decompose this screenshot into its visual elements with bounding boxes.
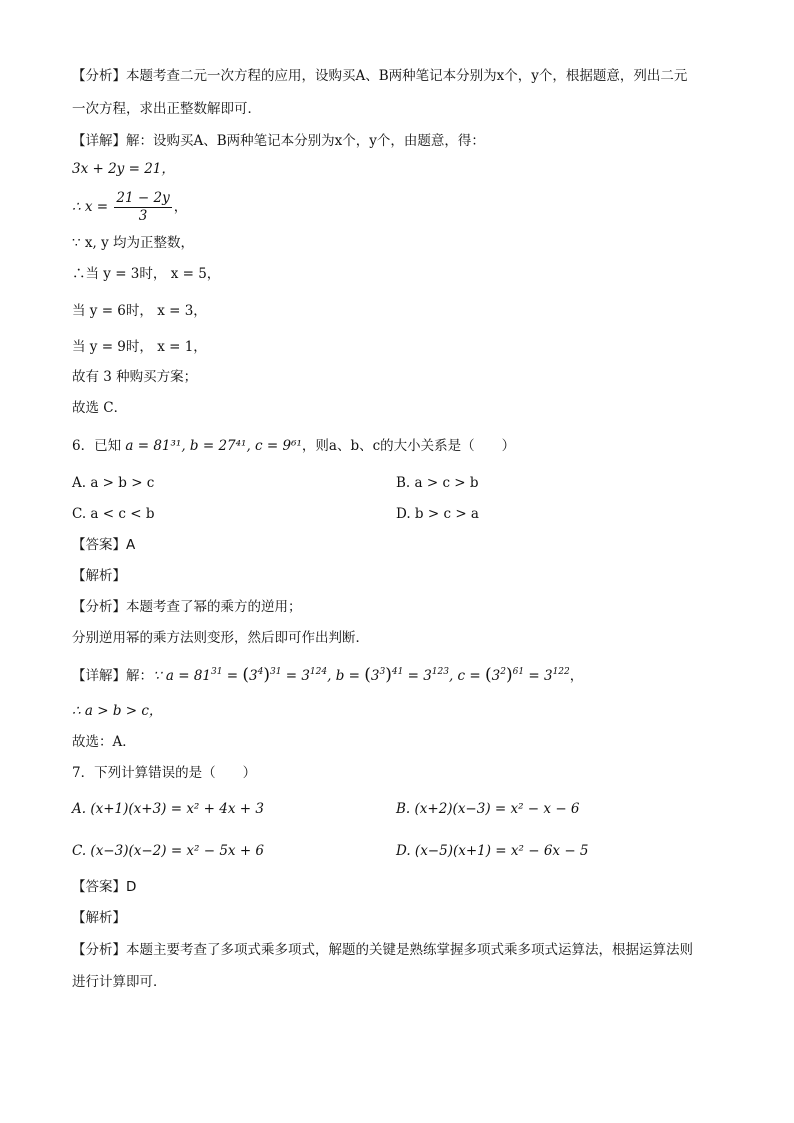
q7-analysis-line2: 进行计算即可． — [72, 974, 167, 990]
q6-stem: 6．已知 a = 81³¹, b = 27⁴¹, c = 9⁶¹，则a、b、c的大小关系是（ ） — [72, 438, 516, 454]
q7-jiexi: 【解析】 — [72, 910, 126, 926]
q5-analysis-line2: 一次方程，求出正整数解即可． — [72, 101, 261, 117]
q5-analysis-line1: 【分析】本题考查二元一次方程的应用，设购买A、B两种笔记本分别为x个，y个，根据题意，列出二元 — [72, 68, 688, 84]
q6-detail: 【详解】解：∵ $a = 81^{31} = (3^4)^{31} = 3^{124}$, $b = (3^3)^{41} = 3^{123}$, $c = (3^2)^{61} = 3^{122}$， — [72, 665, 584, 685]
q5-equation-3: ∵ x, y 均为正整数， — [72, 235, 194, 251]
q5-equation-2: ∴ x = $\frac{21 - 2y}{3}$ ， — [72, 190, 188, 224]
q5-detail-line: 【详解】解：设购买A、B两种笔记本分别为x个，y个，由题意，得： — [72, 133, 485, 149]
q5-equation-1: 3x + 2y = 21， — [72, 161, 175, 177]
q5-conclusion: 故有 3 种购买方案； — [72, 369, 198, 385]
q5-equation-6: 当 y = 9时， x = 1， — [72, 339, 207, 355]
q6-select: 故选：A． — [72, 734, 136, 750]
q6-analysis: 【分析】本题考查了幂的乘方的逆用； — [72, 599, 302, 615]
q7-stem: 7．下列计算错误的是（ ） — [72, 765, 257, 781]
q6-jiexi: 【解析】 — [72, 568, 126, 584]
q7-option-c: C. (x−3)(x−2) = x² − 5x + 6 — [72, 843, 265, 859]
q7-option-a: A. (x+1)(x+3) = x² + 4x + 3 — [72, 801, 264, 817]
q7-answer: 【答案】D — [72, 879, 137, 895]
q7-analysis-line1: 【分析】本题主要考查了多项式乘多项式，解题的关键是熟练掌握多项式乘多项式运算法，根据运算法则 — [72, 942, 693, 958]
q5-equation-5: 当 y = 6时， x = 3， — [72, 303, 207, 319]
q5-select: 故选 C． — [72, 400, 128, 416]
q6-option-b: B. a > c > b — [396, 475, 479, 491]
q5-equation-4: ∴当 y = 3时， x = 5， — [72, 266, 221, 282]
q6-option-a: A. a > b > c — [72, 475, 155, 491]
q6-analysis-line2: 分别逆用幂的乘方法则变形，然后即可作出判断． — [72, 630, 369, 646]
q7-option-b: B. (x+2)(x−3) = x² − x − 6 — [396, 801, 580, 817]
q6-conclusion: ∴ a > b > c， — [72, 703, 163, 719]
q6-detail-math: ∵ $a = 81^{31} = (3^4)^{31} = 3^{124}$, $b = (3^3)^{41} = 3^{123}$, $c = (3^2)^{61} = 3^{122}$ — [153, 665, 570, 685]
fraction: $\frac{21 - 2y}{3}$ — [116, 190, 170, 224]
q6-answer: 【答案】A — [72, 537, 136, 553]
q6-option-c: C. a < c < b — [72, 506, 155, 522]
q6-option-d: D. b > c > a — [396, 506, 479, 522]
q7-option-d: D. (x−5)(x+1) = x² − 6x − 5 — [396, 843, 589, 859]
